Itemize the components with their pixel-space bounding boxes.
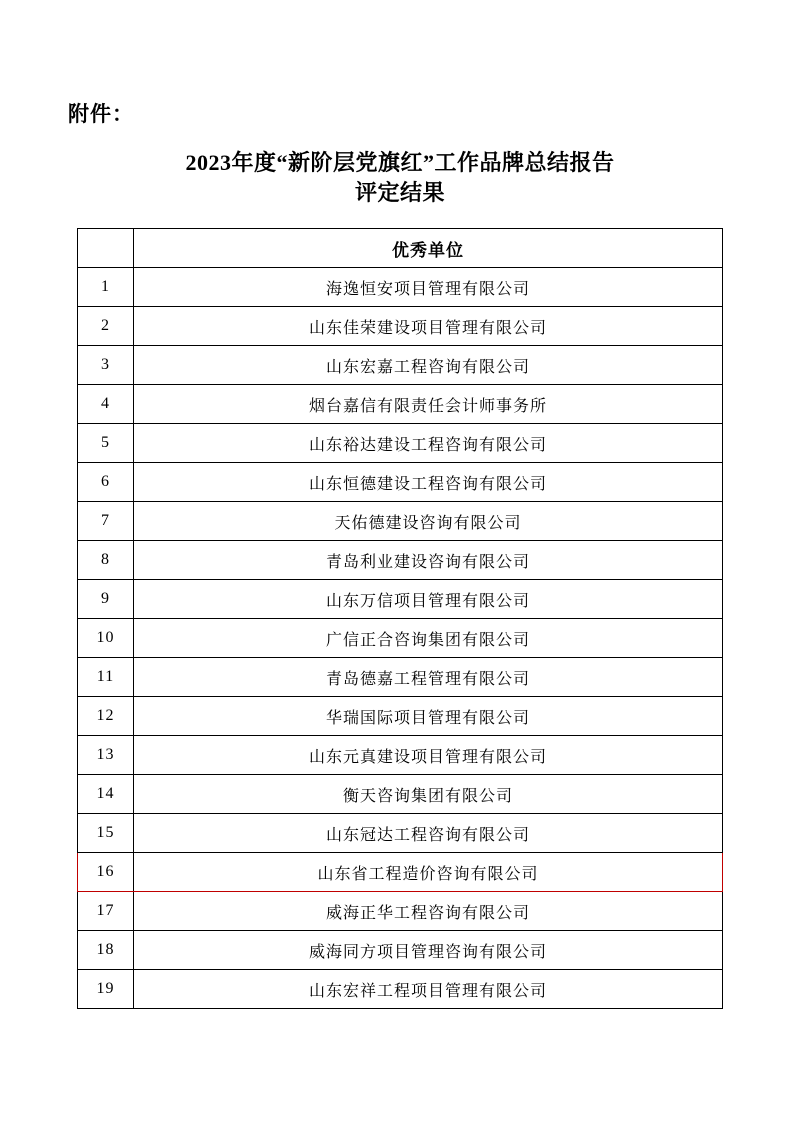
table-row — [78, 853, 723, 892]
page-title-line-1: 2023年度“新阶层党旗红”工作品牌总结报告 — [185, 150, 615, 175]
row-index: 8 — [78, 541, 134, 580]
table-row — [78, 541, 723, 580]
row-unit-name: 青岛利业建设咨询有限公司 — [134, 541, 723, 580]
row-unit-name: 山东恒德建设工程咨询有限公司 — [134, 463, 723, 502]
table-body — [78, 268, 723, 1009]
table-row — [78, 697, 723, 736]
row-index: 13 — [78, 736, 134, 775]
table-row — [78, 268, 723, 307]
row-unit-name: 山东宏嘉工程咨询有限公司 — [134, 346, 723, 385]
column-header-index — [78, 229, 134, 268]
row-index: 6 — [78, 463, 134, 502]
row-unit-name: 威海正华工程咨询有限公司 — [134, 892, 723, 931]
row-index: 14 — [78, 775, 134, 814]
table-row — [78, 502, 723, 541]
row-unit-name: 衡天咨询集团有限公司 — [134, 775, 723, 814]
row-unit-name: 华瑞国际项目管理有限公司 — [134, 697, 723, 736]
table-row — [78, 619, 723, 658]
row-index: 19 — [78, 970, 134, 1009]
row-index: 9 — [78, 580, 134, 619]
row-unit-name: 广信正合咨询集团有限公司 — [134, 619, 723, 658]
row-unit-name: 山东万信项目管理有限公司 — [134, 580, 723, 619]
row-unit-name: 山东裕达建设工程咨询有限公司 — [134, 424, 723, 463]
table-row — [78, 814, 723, 853]
column-header-unit: 优秀单位 — [134, 229, 723, 268]
row-unit-name: 烟台嘉信有限责任会计师事务所 — [134, 385, 723, 424]
table-header — [78, 229, 723, 268]
results-table — [77, 228, 723, 1009]
row-index: 10 — [78, 619, 134, 658]
row-index: 1 — [78, 268, 134, 307]
row-unit-name: 山东宏祥工程项目管理有限公司 — [134, 970, 723, 1009]
table-row — [78, 970, 723, 1009]
table-row — [78, 658, 723, 697]
row-unit-name: 天佑德建设咨询有限公司 — [134, 502, 723, 541]
row-unit-name: 青岛德嘉工程管理有限公司 — [134, 658, 723, 697]
table-row — [78, 346, 723, 385]
row-index: 12 — [78, 697, 134, 736]
row-index: 16 — [78, 853, 134, 892]
table-row — [78, 463, 723, 502]
table-row — [78, 580, 723, 619]
row-index: 7 — [78, 502, 134, 541]
page-title-line-2: 评定结果 — [354, 180, 445, 205]
table-row — [78, 931, 723, 970]
table-row — [78, 385, 723, 424]
table-row — [78, 424, 723, 463]
row-index: 3 — [78, 346, 134, 385]
row-unit-name: 山东冠达工程咨询有限公司 — [134, 814, 723, 853]
row-index: 11 — [78, 658, 134, 697]
attachment-label: 附件： — [68, 102, 134, 126]
table-row — [78, 775, 723, 814]
table-row — [78, 892, 723, 931]
row-index: 2 — [78, 307, 134, 346]
row-unit-name: 山东佳荣建设项目管理有限公司 — [134, 307, 723, 346]
row-index: 15 — [78, 814, 134, 853]
row-unit-name: 海逸恒安项目管理有限公司 — [134, 268, 723, 307]
row-index: 17 — [78, 892, 134, 931]
row-unit-name: 山东元真建设项目管理有限公司 — [134, 736, 723, 775]
table-row — [78, 307, 723, 346]
row-unit-name: 威海同方项目管理咨询有限公司 — [134, 931, 723, 970]
row-unit-name: 山东省工程造价咨询有限公司 — [134, 853, 723, 892]
row-index: 4 — [78, 385, 134, 424]
page-title — [80, 148, 720, 208]
table-header-row — [78, 229, 723, 268]
row-index: 18 — [78, 931, 134, 970]
row-index: 5 — [78, 424, 134, 463]
table-row — [78, 736, 723, 775]
